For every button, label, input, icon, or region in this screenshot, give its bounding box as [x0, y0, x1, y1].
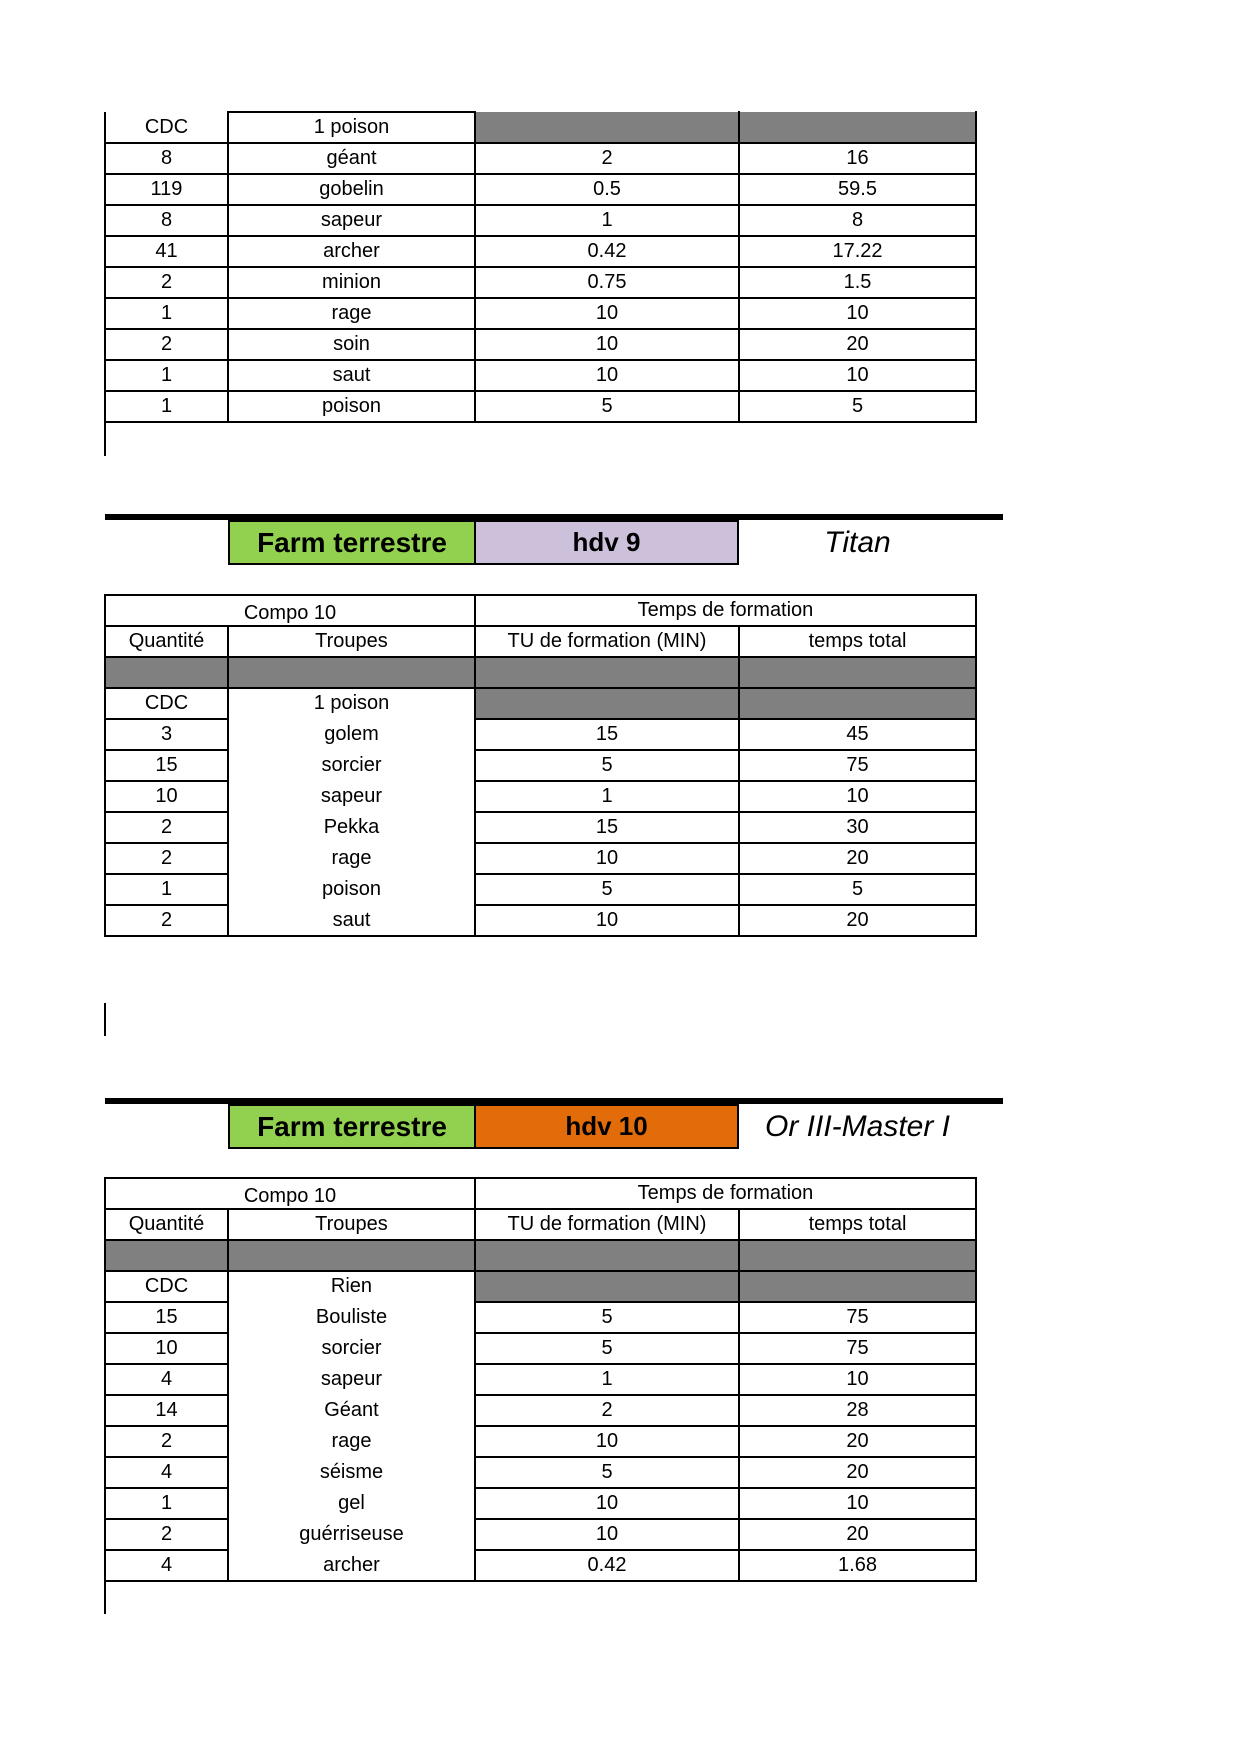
- grid-line: [105, 266, 976, 268]
- s2-row-3-troupe: sapeur: [320, 785, 383, 807]
- s2-row-1-troupe: golem: [324, 723, 379, 745]
- grid-line: [104, 594, 106, 937]
- grid-line: [105, 359, 976, 361]
- s2-row-1-qty: 3: [160, 723, 173, 745]
- cdc-label: CDC: [144, 692, 189, 714]
- league-rank: Or III-Master I: [764, 1109, 950, 1143]
- gray-cell: [739, 112, 976, 143]
- s2-row-3-total: 10: [846, 785, 869, 807]
- s1-row-4-troupe: archer: [323, 240, 380, 262]
- s3-row-9-troupe: archer: [323, 1554, 380, 1576]
- compo-label: Compo 10: [243, 602, 337, 624]
- col-total: temps total: [808, 630, 907, 652]
- col-total: temps total: [808, 1213, 907, 1235]
- s1-row-8-qty: 1: [160, 364, 173, 386]
- grid-line: [475, 904, 976, 906]
- grid-line: [475, 749, 976, 751]
- s3-row-2-total: 75: [846, 1337, 869, 1359]
- s3-row-9-total: 1.68: [838, 1554, 877, 1576]
- grid-line: [738, 1208, 740, 1582]
- s3-row-1-tu: 5: [601, 1306, 613, 1328]
- s2-row-1-tu: 15: [595, 723, 619, 745]
- farm-title: Farm terrestre: [257, 1110, 447, 1142]
- hdv-badge: [474, 1104, 739, 1149]
- grid-line: [105, 297, 976, 299]
- section-3-table: [0, 1178, 1241, 1588]
- s2-row-6-troupe: poison: [322, 878, 381, 900]
- s2-row-7-total: 20: [846, 909, 869, 931]
- grid-line: [105, 935, 976, 937]
- grid-line: [105, 1363, 228, 1365]
- s2-row-4-qty: 2: [160, 816, 173, 838]
- s1-row-3-troupe: sapeur: [320, 209, 383, 231]
- grid-line: [475, 1518, 976, 1520]
- s3-row-6-tu: 5: [601, 1461, 613, 1483]
- s1-row-7-total: 20: [846, 333, 869, 355]
- grid-line: [475, 842, 976, 844]
- s1-row-4-qty: 41: [155, 240, 178, 262]
- s1-row-5-total: 1.5: [843, 271, 872, 293]
- s3-row-3-qty: 4: [160, 1368, 173, 1390]
- grid-line: [475, 718, 976, 720]
- col-troupes: Troupes: [315, 630, 388, 652]
- s3-row-4-tu: 2: [601, 1399, 613, 1421]
- s2-row-5-troupe: rage: [331, 847, 372, 869]
- grid-line: [105, 1487, 228, 1489]
- s3-row-8-tu: 10: [595, 1523, 619, 1545]
- s3-row-5-total: 20: [846, 1430, 869, 1452]
- s1-row-8-total: 10: [846, 364, 869, 386]
- s3-row-6-qty: 4: [160, 1461, 173, 1483]
- grid-line: [104, 1177, 106, 1614]
- s1-row-5-qty: 2: [160, 271, 173, 293]
- gray-cell: [475, 1271, 976, 1302]
- hdv-label: hdv 10: [565, 1111, 648, 1141]
- grid-line: [105, 904, 228, 906]
- s2-row-4-troupe: Pekka: [323, 816, 380, 838]
- grid-line: [105, 656, 976, 658]
- compo-label: Compo 10: [243, 1185, 337, 1207]
- s3-row-2-troupe: sorcier: [321, 1337, 382, 1359]
- gray-cell: [475, 688, 976, 719]
- s3-row-5-qty: 2: [160, 1430, 173, 1452]
- grid-line: [475, 1394, 976, 1396]
- s3-row-5-troupe: rage: [331, 1430, 372, 1452]
- grid-line: [105, 1270, 976, 1272]
- grid-line: [105, 749, 228, 751]
- grid-line: [975, 1177, 977, 1582]
- grid-line: [227, 625, 229, 937]
- s1-row-2-qty: 119: [150, 178, 183, 200]
- s2-row-3-tu: 1: [601, 785, 613, 807]
- grid-line: [105, 1208, 976, 1210]
- grid-line: [105, 1332, 228, 1334]
- s1-row-2-total: 59.5: [838, 178, 877, 200]
- s2-row-5-total: 20: [846, 847, 869, 869]
- s1-row-9-qty: 1: [160, 395, 173, 417]
- grid-line: [227, 1208, 229, 1582]
- s1-row-6-troupe: rage: [331, 302, 372, 324]
- grid-line: [475, 1301, 976, 1303]
- s2-row-2-troupe: sorcier: [321, 754, 382, 776]
- s1-row-7-qty: 2: [160, 333, 173, 355]
- grid-line: [105, 687, 976, 689]
- grid-line: [228, 111, 476, 113]
- grid-line: [475, 873, 976, 875]
- col-tu: TU de formation (MIN): [507, 1213, 707, 1235]
- s3-row-3-troupe: sapeur: [320, 1368, 383, 1390]
- s2-row-2-total: 75: [846, 754, 869, 776]
- s1-row-8-troupe: saut: [332, 364, 371, 386]
- s3-row-9-tu: 0.42: [587, 1554, 627, 1576]
- s1-row-3-qty: 8: [160, 209, 173, 231]
- temps-label: Temps de formation: [637, 599, 814, 621]
- s2-row-7-tu: 10: [595, 909, 619, 931]
- text-cursor: [104, 1003, 106, 1036]
- grid-line: [475, 780, 976, 782]
- col-troupes: Troupes: [315, 1213, 388, 1235]
- grid-line: [105, 718, 228, 720]
- col-quantite: Quantité: [128, 1213, 205, 1235]
- s2-row-4-tu: 15: [595, 816, 619, 838]
- grid-line: [105, 780, 228, 782]
- gray-cell: [105, 1240, 976, 1271]
- grid-line: [475, 1363, 976, 1365]
- s2-row-6-total: 5: [851, 878, 864, 900]
- s3-row-8-qty: 2: [160, 1523, 173, 1545]
- grid-line: [475, 1549, 976, 1551]
- s3-row-4-troupe: Géant: [324, 1399, 379, 1421]
- grid-line: [105, 811, 228, 813]
- grid-line: [475, 1456, 976, 1458]
- s2-row-5-tu: 10: [595, 847, 619, 869]
- gray-cell: [105, 657, 976, 688]
- s2-row-4-total: 30: [846, 816, 869, 838]
- grid-line: [105, 873, 228, 875]
- grid-line: [105, 1425, 228, 1427]
- grid-line: [105, 1518, 228, 1520]
- s3-row-4-total: 28: [846, 1399, 869, 1421]
- farm-title-badge: [228, 520, 476, 565]
- grid-line: [105, 1177, 976, 1179]
- s1-row-1-qty: 8: [160, 147, 173, 169]
- grid-line: [105, 625, 976, 627]
- grid-line: [105, 842, 228, 844]
- grid-line: [104, 112, 106, 456]
- col-quantite: Quantité: [128, 630, 205, 652]
- s1-row-1-tu: 2: [601, 147, 613, 169]
- s1-row-1-total: 16: [846, 147, 869, 169]
- grid-line: [105, 328, 976, 330]
- grid-line: [475, 1425, 976, 1427]
- farm-title-badge: [228, 1104, 476, 1149]
- s2-row-6-tu: 5: [601, 878, 613, 900]
- s1-row-6-tu: 10: [595, 302, 619, 324]
- s3-row-7-troupe: gel: [338, 1492, 365, 1514]
- s1-row-5-troupe: minion: [322, 271, 381, 293]
- s3-row-6-total: 20: [846, 1461, 869, 1483]
- gray-cell: [475, 112, 739, 143]
- grid-line: [105, 1239, 976, 1241]
- farm-title: Farm terrestre: [257, 526, 447, 558]
- s1-row-2-troupe: gobelin: [319, 178, 384, 200]
- s3-row-4-qty: 14: [155, 1399, 178, 1421]
- s3-row-8-troupe: guérriseuse: [299, 1523, 404, 1545]
- grid-line: [227, 111, 229, 423]
- troupe-label: 1 poison: [313, 692, 390, 714]
- s1-row-9-tu: 5: [601, 395, 613, 417]
- grid-line: [975, 594, 977, 937]
- s1-row-3-tu: 1: [601, 209, 613, 231]
- grid-line: [474, 594, 476, 937]
- s2-row-2-qty: 15: [155, 754, 178, 776]
- s1-row-7-tu: 10: [595, 333, 619, 355]
- s3-row-8-total: 20: [846, 1523, 869, 1545]
- troupe-label: Rien: [330, 1275, 373, 1297]
- s1-row-2-tu: 0.5: [593, 178, 621, 200]
- s3-row-6-troupe: séisme: [319, 1461, 384, 1483]
- s2-row-1-total: 45: [846, 723, 869, 745]
- troupe-label: 1 poison: [313, 116, 390, 138]
- col-tu: TU de formation (MIN): [507, 630, 707, 652]
- grid-line: [105, 1549, 228, 1551]
- s2-row-7-troupe: saut: [332, 909, 371, 931]
- s1-row-6-total: 10: [846, 302, 869, 324]
- s3-row-3-tu: 1: [601, 1368, 613, 1390]
- grid-line: [105, 421, 976, 423]
- section-1-table: [0, 0, 1241, 460]
- grid-line: [105, 1394, 228, 1396]
- league-rank: Titan: [824, 525, 891, 559]
- section-2-table: [0, 595, 1241, 940]
- grid-line: [105, 594, 976, 596]
- s3-row-5-tu: 10: [595, 1430, 619, 1452]
- s1-row-5-tu: 0.75: [587, 271, 627, 293]
- s2-row-2-tu: 5: [601, 754, 613, 776]
- s3-row-7-total: 10: [846, 1492, 869, 1514]
- s1-row-8-tu: 10: [595, 364, 619, 386]
- s3-row-7-qty: 1: [160, 1492, 173, 1514]
- s1-row-9-total: 5: [851, 395, 864, 417]
- cdc-label: CDC: [144, 116, 189, 138]
- grid-line: [105, 390, 976, 392]
- s3-row-1-total: 75: [846, 1306, 869, 1328]
- s3-row-1-troupe: Bouliste: [315, 1306, 388, 1328]
- s2-row-7-qty: 2: [160, 909, 173, 931]
- temps-label: Temps de formation: [637, 1182, 814, 1204]
- grid-line: [475, 811, 976, 813]
- grid-line: [475, 1332, 976, 1334]
- grid-line: [975, 111, 977, 423]
- s3-row-2-qty: 10: [155, 1337, 178, 1359]
- s1-row-3-total: 8: [851, 209, 864, 231]
- s3-row-9-qty: 4: [160, 1554, 173, 1576]
- s3-row-2-tu: 5: [601, 1337, 613, 1359]
- s2-row-5-qty: 2: [160, 847, 173, 869]
- s3-row-7-tu: 10: [595, 1492, 619, 1514]
- grid-line: [105, 142, 976, 144]
- grid-line: [738, 111, 740, 423]
- s3-row-3-total: 10: [846, 1368, 869, 1390]
- grid-line: [105, 173, 976, 175]
- grid-line: [105, 1580, 976, 1582]
- s1-row-4-total: 17.22: [832, 240, 883, 262]
- grid-line: [738, 625, 740, 937]
- grid-line: [474, 111, 476, 423]
- s2-row-6-qty: 1: [160, 878, 173, 900]
- s1-row-6-qty: 1: [160, 302, 173, 324]
- s1-row-7-troupe: soin: [333, 333, 370, 355]
- grid-line: [475, 1487, 976, 1489]
- s2-row-3-qty: 10: [155, 785, 178, 807]
- s1-row-4-tu: 0.42: [587, 240, 627, 262]
- grid-line: [474, 1177, 476, 1582]
- s3-row-1-qty: 15: [155, 1306, 178, 1328]
- grid-line: [105, 235, 976, 237]
- cdc-label: CDC: [144, 1275, 189, 1297]
- hdv-label: hdv 9: [572, 527, 641, 557]
- hdv-badge: [474, 520, 739, 565]
- s1-row-1-troupe: géant: [326, 147, 377, 169]
- grid-line: [105, 1301, 228, 1303]
- grid-line: [105, 204, 976, 206]
- s1-row-9-troupe: poison: [322, 395, 381, 417]
- grid-line: [105, 1456, 228, 1458]
